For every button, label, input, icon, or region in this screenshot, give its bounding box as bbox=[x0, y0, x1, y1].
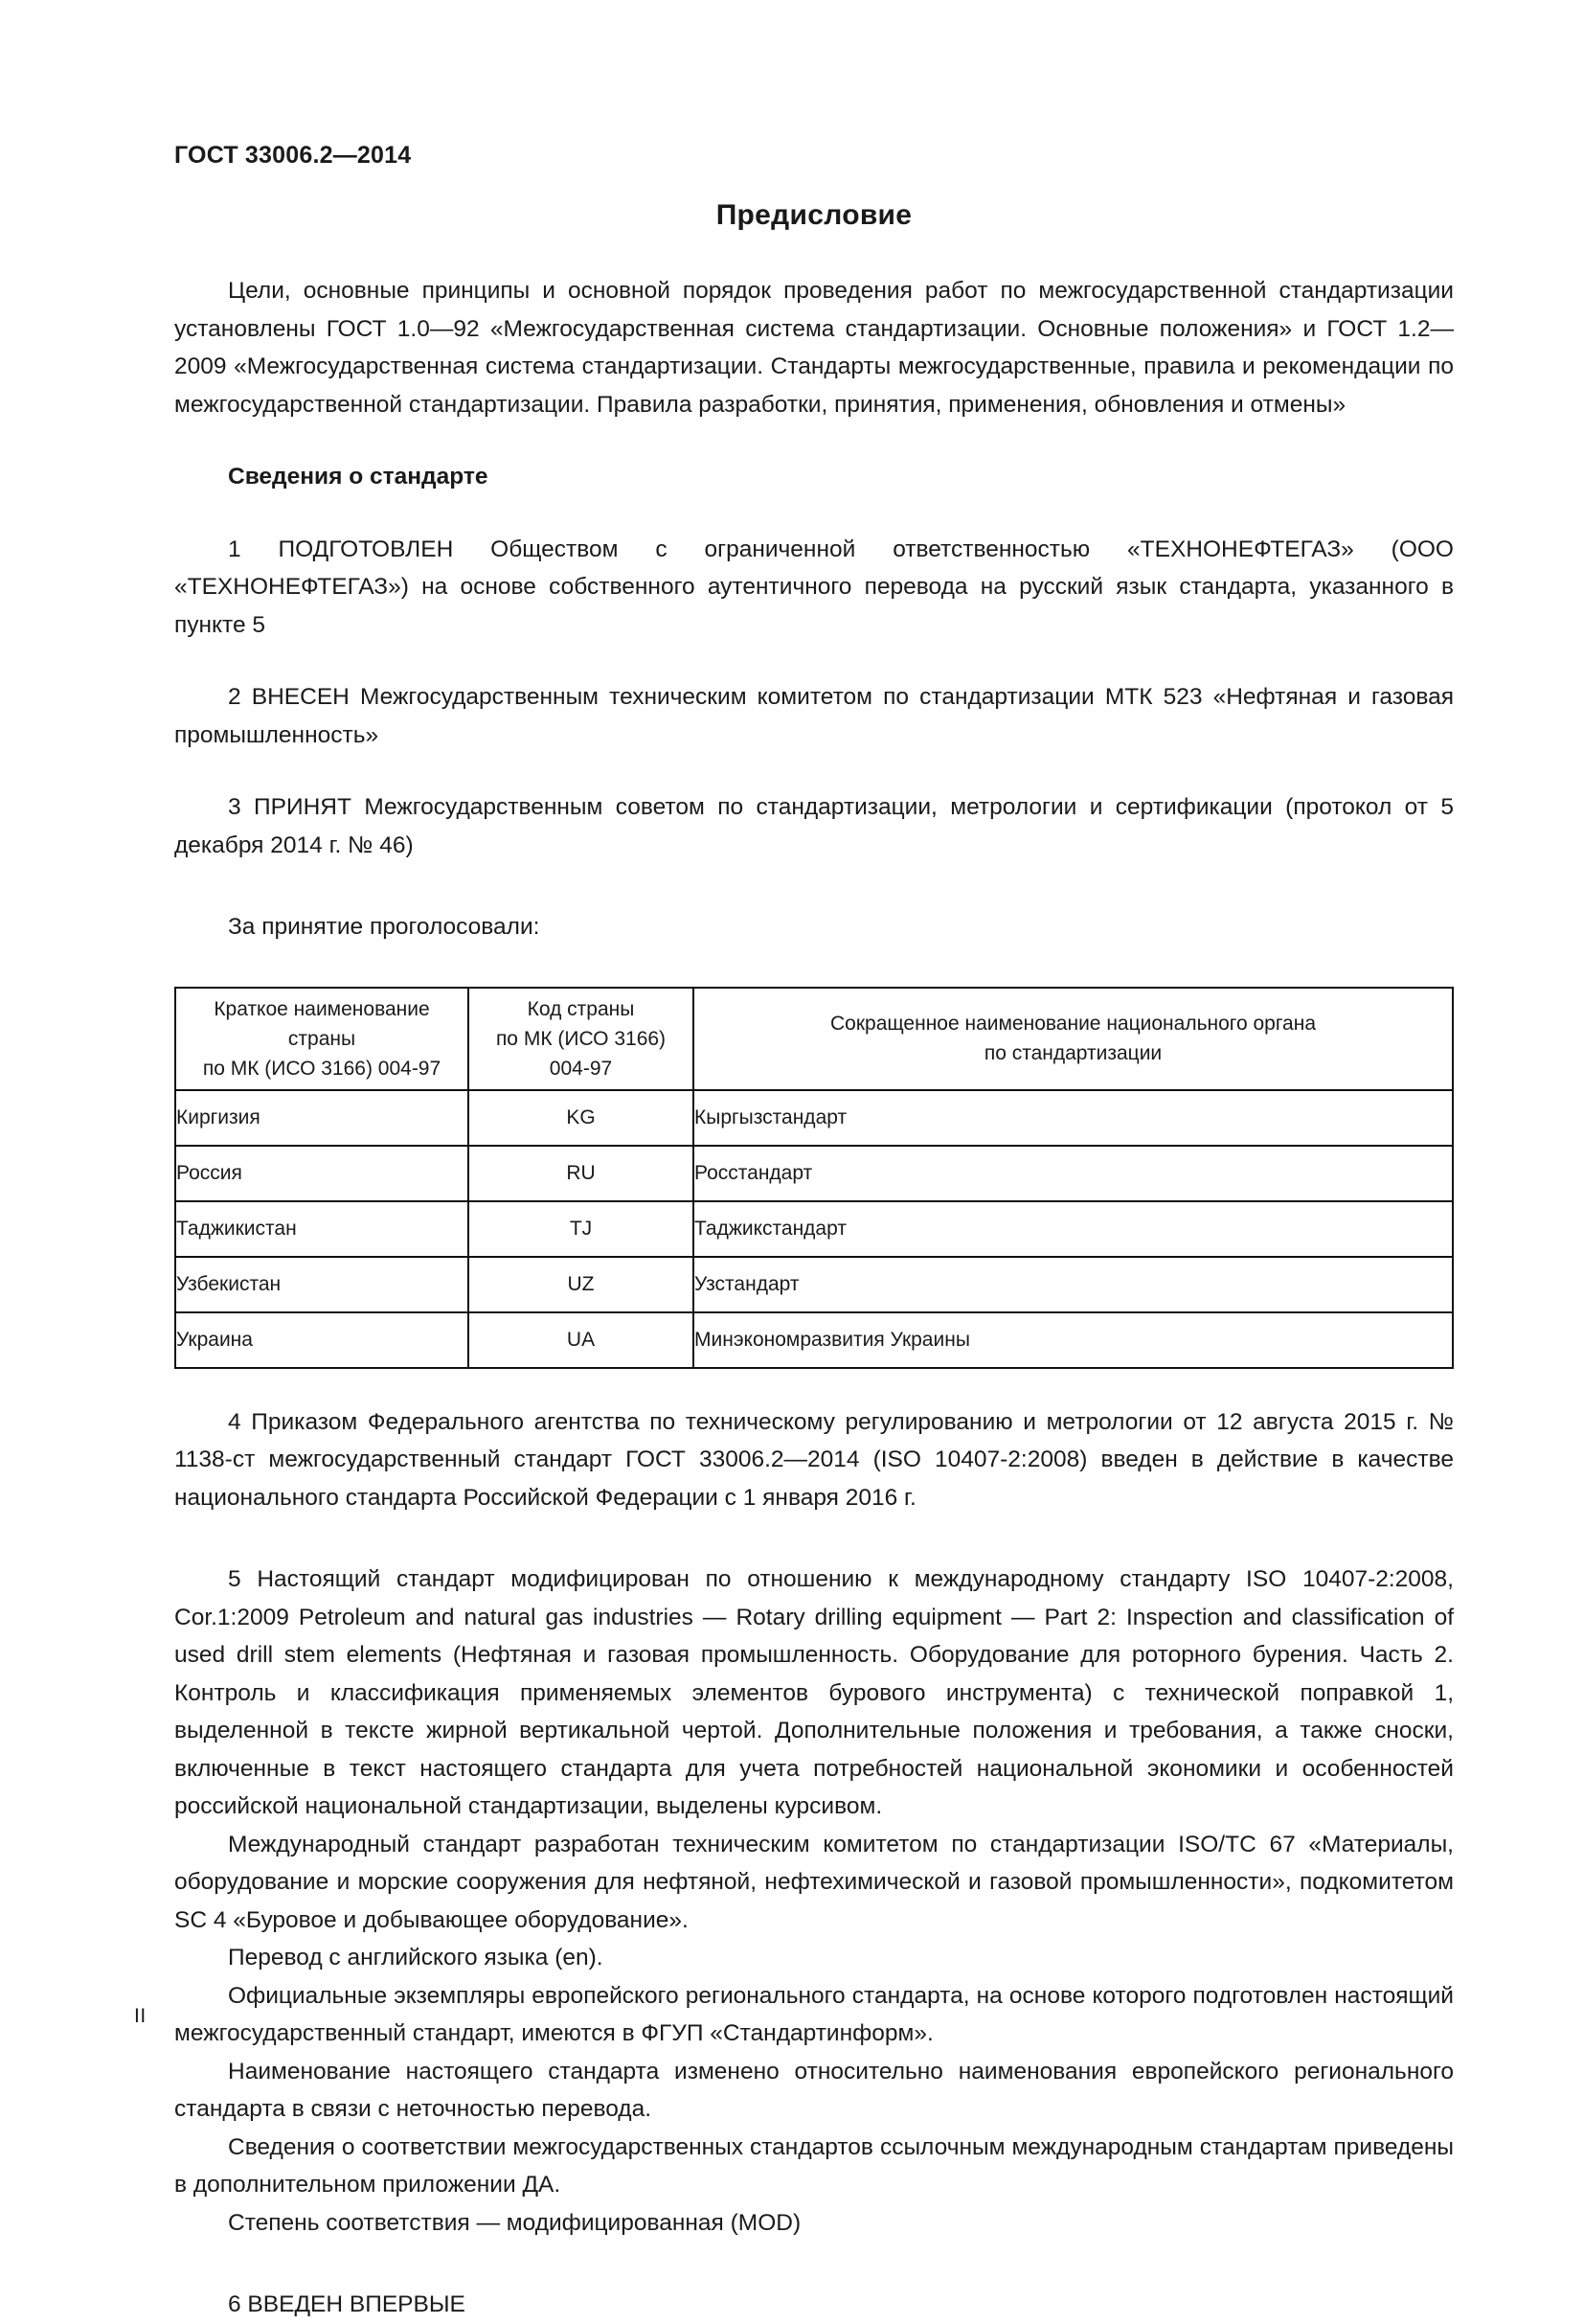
cell-national-body: Узстандарт bbox=[693, 1257, 1453, 1312]
column-header-country-code-line2: по МК (ИСО 3166) 004-97 bbox=[495, 1027, 667, 1080]
cell-country-name: Киргизия bbox=[175, 1090, 468, 1146]
cell-national-body: Росстандарт bbox=[693, 1146, 1453, 1201]
column-header-country-name-line1: Краткое наименование страны bbox=[214, 997, 430, 1050]
cell-national-body: Кыргызстандарт bbox=[693, 1090, 1453, 1146]
section-heading-standard-info: Сведения о стандарте bbox=[228, 464, 488, 490]
item-2-submitted-by: 2 ВНЕСЕН Межгосударственным техническим комитетом по стандартизации МТК 523 «Нефтяная и газовая промышленность» bbox=[174, 684, 1454, 748]
table-row bbox=[175, 1257, 1453, 1312]
cell-country-code: RU bbox=[468, 1146, 693, 1201]
cell-country-name: Таджикистан bbox=[175, 1201, 468, 1257]
cell-country-name: Узбекистан bbox=[175, 1257, 468, 1312]
item-5-modification-notice: 5 Настоящий стандарт модифицирован по отношению к международному стандарту ISO 10407-2:2008, Cor.1:2009 Petroleum and natural gas industries — Rotary drilling equipment — Part 2: Inspection and classification of used drill stem elements (Нефтяная и газовая промышленность. Оборудование для роторного бурения. Часть 2. Контроль и классификация применяемых элементов бурового инструмента) с технической поправкой 1, выделенной в тексте жирной вертикальной чертой. Дополнительные положения и требования, а также сноски, включенные в текст настоящего стандарта для учета потребностей национальной экономики и особенностей российской национальной стандартизации, выделены курсивом. bbox=[174, 1566, 1454, 1819]
cell-country-code: UZ bbox=[468, 1257, 693, 1312]
item-4-order-of-rosstandart: 4 Приказом Федерального агентства по техническому регулированию и метрологии от 12 августа 2015 г. № 1138-ст межгосударственный стандарт ГОСТ 33006.2—2014 (ISO 10407-2:2008) введен в действие в качестве национального стандарта Российской Федерации с 1 января 2016 г. bbox=[174, 1408, 1454, 1511]
column-header-national-body bbox=[693, 988, 1453, 1090]
table-row bbox=[175, 1201, 1453, 1257]
item-5-note-degree-of-correspondence: Степень соответствия — модифицированная (MOD) bbox=[228, 2209, 802, 2236]
item-6-introduced-first-time: 6 ВВЕДЕН ВПЕРВЫЕ bbox=[228, 2291, 465, 2317]
page-title: Предисловие bbox=[715, 199, 913, 231]
column-header-national-body-line1: Сокращенное наименование национального органа bbox=[829, 1013, 1317, 1035]
cell-country-name: Украина bbox=[175, 1312, 468, 1368]
item-5-note-name-changed: Наименование настоящего стандарта изменено относительно наименования европейского регионального стандарта в связи с неточностью перевода. bbox=[174, 2058, 1454, 2122]
table-header-row bbox=[175, 988, 1453, 1090]
item-5-note-technical-committee: Международный стандарт разработан техническим комитетом по стандартизации ISO/TC 67 «Материалы, оборудование и морские сооружения для нефтяной, нефтехимической и газовой промышленности», подкомитетом SC 4 «Буровое и добывающее оборудование». bbox=[174, 1831, 1454, 1933]
page-number: II bbox=[134, 2005, 147, 2027]
voting-countries-table bbox=[174, 987, 1454, 1369]
column-header-country-name-line2: по МК (ИСО 3166) 004-97 bbox=[202, 1057, 441, 1080]
column-header-country-code bbox=[468, 988, 693, 1090]
vote-intro-text: За принятие проголосовали: bbox=[228, 914, 540, 940]
item-3-adopted-by: 3 ПРИНЯТ Межгосударственным советом по стандартизации, метрологии и сертификации (протокол от 5 декабря 2014 г. № 46) bbox=[174, 794, 1454, 858]
cell-country-code: UA bbox=[468, 1312, 693, 1368]
item-1-prepared-by: 1 ПОДГОТОВЛЕН Обществом с ограниченной ответственностью «ТЕХНОНЕФТЕГАЗ» (ООО «ТЕХНОНЕФТЕГАЗ») на основе собственного аутентичного перевода на русский язык стандарта, указанного в пункте 5 bbox=[174, 535, 1454, 638]
cell-country-code: KG bbox=[468, 1090, 693, 1146]
cell-national-body: Таджикстандарт bbox=[693, 1201, 1453, 1257]
column-header-country-name bbox=[175, 988, 468, 1090]
table-row bbox=[175, 1312, 1453, 1368]
running-header-standard-id: ГОСТ 33006.2—2014 bbox=[174, 142, 412, 169]
item-5-note-official-copies: Официальные экземпляры европейского регионального стандарта, на основе которого подготовлен настоящий межгосударственный стандарт, имеются в ФГУП «Стандартинформ». bbox=[174, 1982, 1454, 2046]
cell-country-name: Россия bbox=[175, 1146, 468, 1201]
item-5-note-correspondence-info: Сведения о соответствии межгосударственных стандартов ссылочным международным стандартам приведены в дополнительном приложении ДА. bbox=[174, 2133, 1454, 2198]
document-content bbox=[174, 199, 1454, 2324]
table-row bbox=[175, 1090, 1453, 1146]
cell-country-code: TJ bbox=[468, 1201, 693, 1257]
item-5-note-translation-language: Перевод с английского языка (en). bbox=[228, 1945, 603, 1971]
column-header-national-body-line2: по стандартизации bbox=[984, 1042, 1163, 1064]
table-row bbox=[175, 1146, 1453, 1201]
cell-national-body: Минэкономразвития Украины bbox=[693, 1312, 1453, 1368]
intro-paragraph: Цели, основные принципы и основной порядок проведения работ по межгосударственной стандартизации установлены ГОСТ 1.0—92 «Межгосударственная система стандартизации. Основные положения» и ГОСТ 1.2—2009 «Межгосударственная система стандартизации. Стандарты межгосударственные, правила и рекомендации по межгосударственной стандартизации. Правила разработки, принятия, применения, обновления и отмены» bbox=[174, 278, 1454, 418]
column-header-country-code-line1: Код страны bbox=[527, 997, 635, 1020]
